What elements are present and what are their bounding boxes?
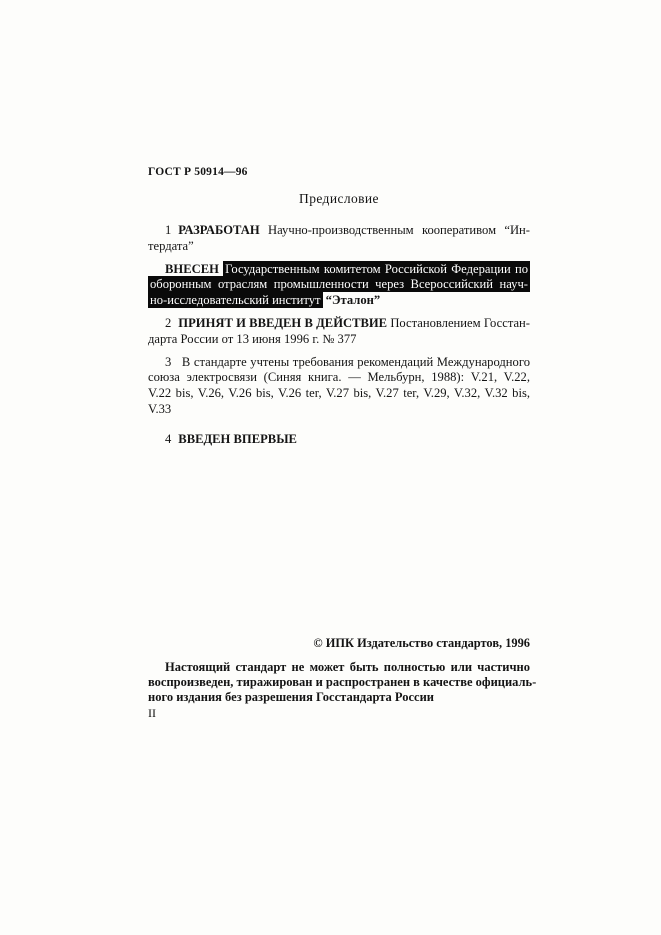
paragraph-first-edition: [148, 432, 530, 448]
text-line: [148, 262, 530, 278]
preface-body: [148, 223, 530, 448]
text-line: ного издания без разрешения Госстандарта России: [148, 690, 435, 705]
item-number: 4: [165, 431, 172, 446]
bold-term: “Эталон”: [322, 293, 381, 308]
highlighted-text: оборонным отраслям промышленности через Всероссийский науч-: [150, 277, 528, 292]
text-line: [148, 277, 530, 293]
highlighted-text: но-исследовательский институт: [150, 293, 321, 308]
text-line: Настоящий стандарт не может быть полностью или частично: [165, 660, 530, 674]
doc-code: ГОСТ Р 50914—96: [148, 166, 248, 178]
paragraph-submitted: [148, 262, 530, 309]
preface-heading: Предисловие: [299, 191, 379, 206]
text-line: [148, 223, 530, 239]
page-number: II: [148, 706, 156, 720]
item-number: 2: [165, 315, 172, 330]
text-segment: Научно-производственным кооперативом “Ин-: [259, 223, 530, 237]
bold-term: ВВЕДЕН ВПЕРВЫЕ: [178, 431, 297, 446]
text-line: воспроизведен, тиражирован и распространен в качестве официаль-: [148, 675, 537, 690]
item-number: 1: [165, 223, 172, 237]
text-line: [148, 316, 530, 332]
text-line: союза электросвязи (Синяя книга. — Мельбурн, 1988): V.21, V.22,: [148, 370, 530, 385]
text-line: тердата”: [148, 238, 194, 253]
text-segment: В стандарте учтены требования рекомендаций Международного: [178, 354, 530, 369]
text-line: [148, 432, 530, 448]
paragraph-adopted: [148, 316, 530, 348]
text-line: дарта России от 13 июня 1996 г. № 377: [148, 331, 357, 346]
copyright-line: © ИПК Издательство стандартов, 1996: [313, 636, 530, 650]
bold-term: ПРИНЯТ И ВВЕДЕН В ДЕЙСТВИЕ: [178, 315, 388, 330]
item-number: 3: [165, 354, 172, 369]
paragraph-recommendations: [148, 355, 530, 418]
text-line: V.33: [148, 401, 172, 416]
bold-term: ВНЕСЕН: [165, 261, 224, 276]
text-segment: Постановлением Госстан-: [387, 315, 530, 330]
bold-term: РАЗРАБОТАН: [178, 223, 260, 237]
highlighted-text: Государственным комитетом Российской Федерации по: [225, 261, 529, 276]
paragraph-developed: [148, 223, 530, 255]
text-line: [148, 355, 530, 371]
reproduction-notice: [148, 660, 537, 706]
text-line: [148, 293, 530, 309]
text-line: V.22 bis, V.26, V.26 bis, V.26 ter, V.27 bis, V.27 ter, V.29, V.32, V.32 bis,: [148, 386, 530, 401]
